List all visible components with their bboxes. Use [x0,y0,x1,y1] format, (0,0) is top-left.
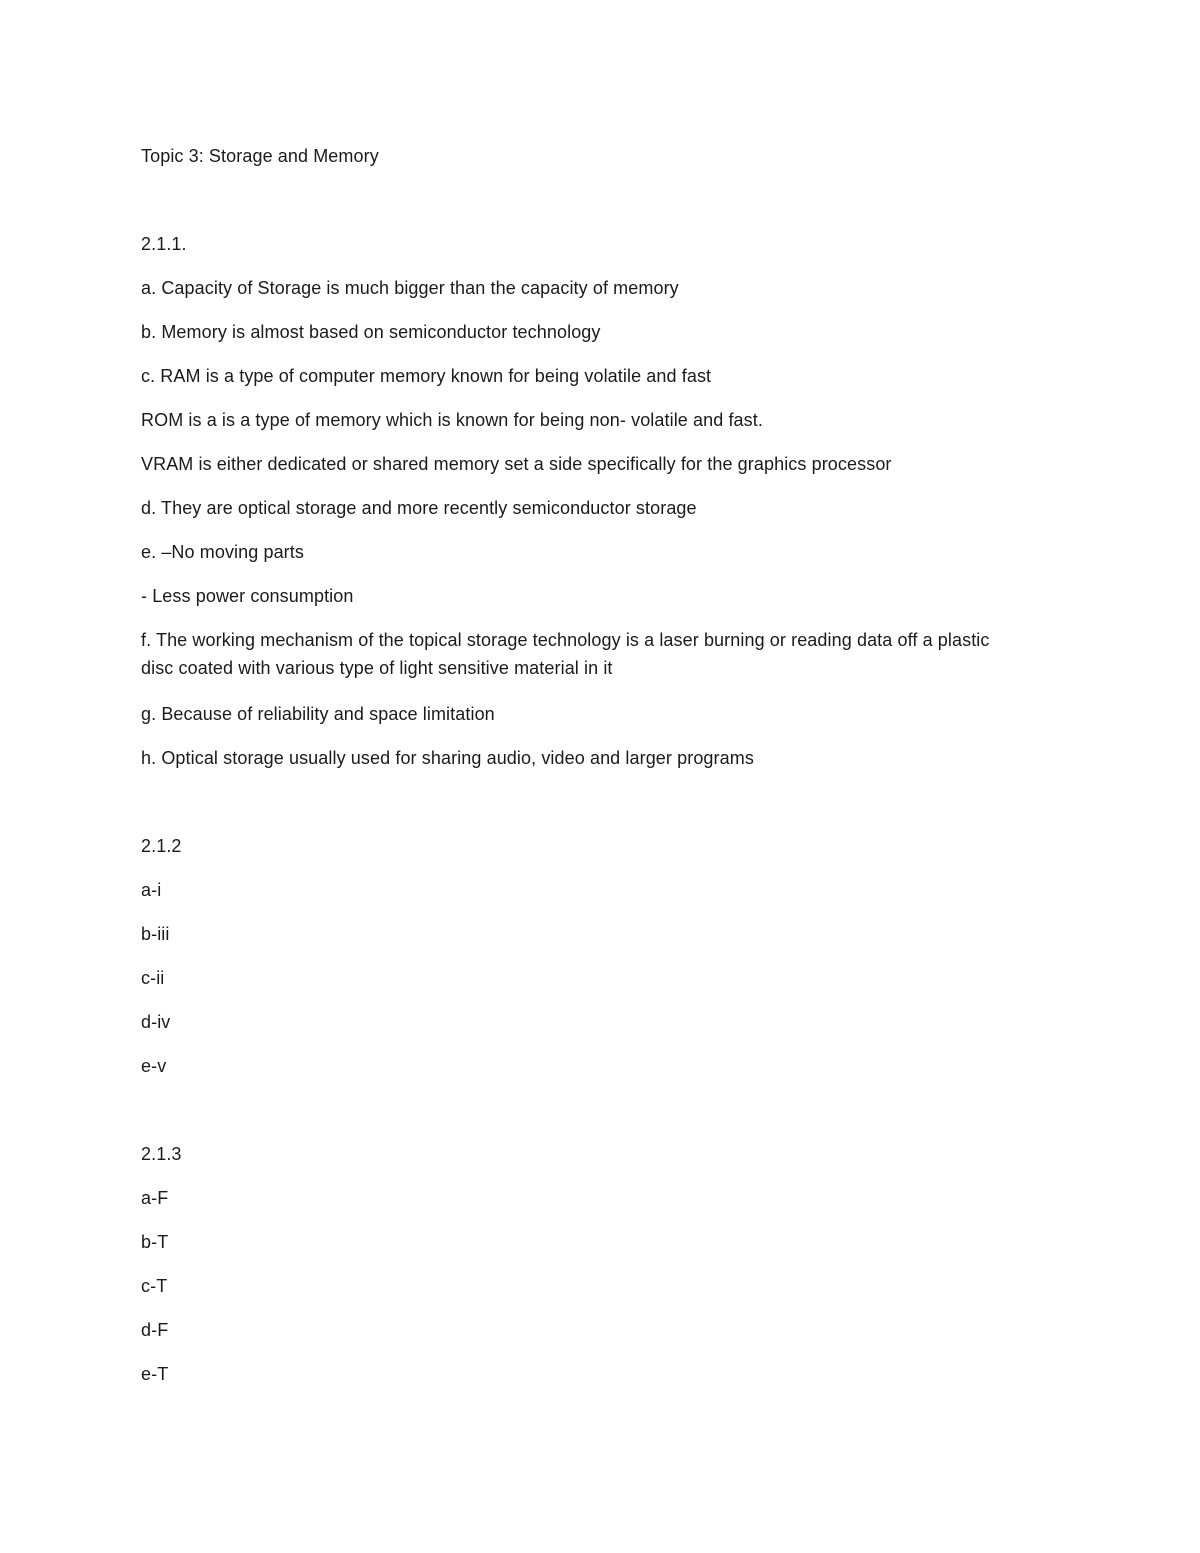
answer-e: e. –No moving parts [141,542,304,562]
answer-h: h. Optical storage usually used for sharing audio, video and larger programs [141,748,754,768]
answer-b: b. Memory is almost based on semiconductor technology [141,322,601,342]
true-false-item: c-T [141,1276,168,1296]
match-item: b-iii [141,924,170,944]
answer-f: f. The working mechanism of the topical storage technology is a laser burning or reading data off a plastic disc coated with various type of light sensitive material in it [141,630,990,678]
match-item: a-i [141,880,162,900]
section-heading-2-1-1: 2.1.1. [141,234,187,254]
answer-g: g. Because of reliability and space limitation [141,704,495,724]
document-title: Topic 3: Storage and Memory [141,146,379,166]
section-heading-2-1-2: 2.1.2 [141,836,182,856]
true-false-item: d-F [141,1320,169,1340]
true-false-item: b-T [141,1232,169,1252]
match-item: e-v [141,1056,167,1076]
answer-c: c. RAM is a type of computer memory known for being volatile and fast [141,366,712,386]
answer-a: a. Capacity of Storage is much bigger than the capacity of memory [141,278,679,298]
match-item: c-ii [141,968,165,988]
section-heading-2-1-3: 2.1.3 [141,1144,182,1164]
answer-c-rom: ROM is a is a type of memory which is known for being non- volatile and fast. [141,410,763,430]
true-false-item: e-T [141,1364,169,1384]
answer-c-vram: VRAM is either dedicated or shared memory set a side specifically for the graphics processor [141,454,892,474]
true-false-item: a-F [141,1188,169,1208]
match-item: d-iv [141,1012,171,1032]
answer-d: d. They are optical storage and more recently semiconductor storage [141,498,697,518]
answer-e-continued: - Less power consumption [141,586,354,606]
